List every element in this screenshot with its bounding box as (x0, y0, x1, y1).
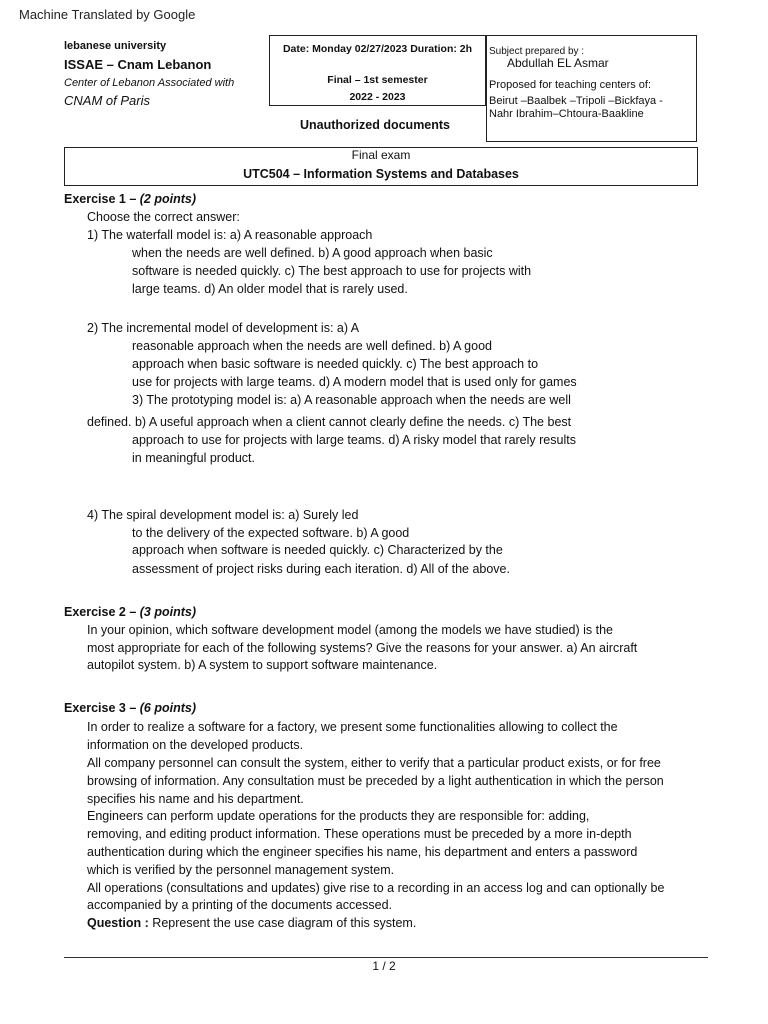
exercise1-line: approach when basic software is needed quickly. c) The best approach to (132, 357, 539, 371)
exercise3-line: removing, and editing product information. These operations must be preceded by a more in-depth (87, 827, 632, 841)
course-title: UTC504 – Information Systems and Databases (243, 167, 519, 181)
university-name: lebanese university (64, 40, 167, 52)
exercise1-line: approach when software is needed quickly. c) Characterized by the (132, 543, 503, 557)
institute-name: ISSAE – Cnam Lebanon (64, 57, 212, 72)
exercise2-line: autopilot system. b) A system to support software maintenance. (87, 658, 438, 672)
exercise1-line: Choose the correct answer: (87, 210, 240, 224)
exercise2-title: Exercise 2 – (64, 605, 140, 619)
date-duration: Date: Monday 02/27/2023 Duration: 2h (282, 43, 473, 55)
subject-info-box (486, 35, 697, 142)
exercise3-line: specifies his name and his department. (87, 792, 304, 806)
teaching-centers: Beirut –Baalbek –Tripoli –Bickfaya - Nahr Ibrahim–Chtoura-Baakline (489, 95, 663, 120)
footer-divider (64, 957, 708, 958)
cnam-name: CNAM of Paris (64, 93, 150, 108)
exercise1-line: 4) The spiral development model is: a) Surely led (87, 508, 359, 522)
unauthorized-documents-notice: Unauthorized documents (300, 118, 451, 132)
page-number: 1 / 2 (372, 959, 396, 973)
exercise3-line: information on the developed products. (87, 738, 304, 752)
exercise1-line: reasonable approach when the needs are well defined. b) A good (132, 339, 492, 353)
question-label: Question : (87, 916, 149, 930)
exercise3-line: All company personnel can consult the system, either to verify that a particular product exists, or for free (87, 756, 661, 770)
exercise1-line: 2) The incremental model of development is: a) A (87, 321, 360, 335)
prepared-by-label: Subject prepared by : (489, 46, 585, 57)
exercise1-line: when the needs are well defined. b) A good approach when basic (132, 246, 493, 260)
academic-year: 2022 - 2023 (349, 91, 406, 103)
exercise2-heading (64, 603, 196, 621)
center-association: Center of Lebanon Associated with (64, 77, 235, 89)
exercise3-line: In order to realize a software for a factory, we present some functionalities allowing to collect the (87, 720, 618, 734)
exercise2-line: most appropriate for each of the following systems? Give the reasons for your answer. a) An aircraft (87, 641, 638, 655)
exercise1-heading (64, 190, 196, 208)
exercise2-points: (3 points) (139, 605, 197, 619)
exercise1-line: software is needed quickly. c) The best approach to use for projects with (132, 264, 532, 278)
exercise3-points: (6 points) (139, 701, 197, 715)
exercise1-line: large teams. d) An older model that is rarely used. (132, 282, 408, 296)
exercise1-line: 3) The prototyping model is: a) A reasonable approach when the needs are well (132, 393, 571, 407)
exercise3-title: Exercise 3 – (64, 701, 140, 715)
exercise3-line: browsing of information. Any consultation must be preceded by a light authentication in which the person (87, 774, 664, 788)
exam-info-box (269, 35, 486, 106)
exercise1-line: defined. b) A useful approach when a client cannot clearly define the needs. c) The best (87, 415, 572, 429)
exercise3-line: which is verified by the personnel management system. (87, 863, 395, 877)
exam-title-box (64, 147, 698, 186)
exercise2-line: In your opinion, which software development model (among the models we have studied) is the (87, 623, 613, 637)
semester: Final – 1st semester (327, 74, 428, 86)
proposed-label: Proposed for teaching centers of: (489, 79, 652, 91)
exercise3-heading (64, 699, 196, 717)
author-name: Abdullah EL Asmar (507, 56, 609, 70)
exercise1-line: to the delivery of the expected software. b) A good (132, 526, 410, 540)
question-text: Represent the use case diagram of this system. (148, 916, 417, 930)
exercise1-line: assessment of project risks during each iteration. d) All of the above. (132, 562, 510, 576)
exercise1-line: 1) The waterfall model is: a) A reasonable approach (87, 228, 373, 242)
exercise3-line: All operations (consultations and updates) give rise to a recording in an access log and can optionally be (87, 881, 665, 895)
exercise1-points: (2 points) (139, 192, 197, 206)
exercise3-question (87, 914, 416, 932)
exercise1-line: use for projects with large teams. d) A modern model that is used only for games (132, 375, 577, 389)
exercise3-line: authentication during which the engineer specifies his name, his department and enters a password (87, 845, 638, 859)
exercise3-line: Engineers can perform update operations for the products they are responsible for: adding, (87, 809, 590, 823)
exercise1-title: Exercise 1 – (64, 192, 140, 206)
exam-kind: Final exam (351, 148, 411, 162)
machine-translation-banner: Machine Translated by Google (19, 7, 196, 22)
exercise1-line: approach to use for projects with large teams. d) A risky model that rarely results (132, 433, 576, 447)
exercise3-line: accompanied by a printing of the documents accessed. (87, 898, 393, 912)
exercise1-line: in meaningful product. (132, 451, 255, 465)
